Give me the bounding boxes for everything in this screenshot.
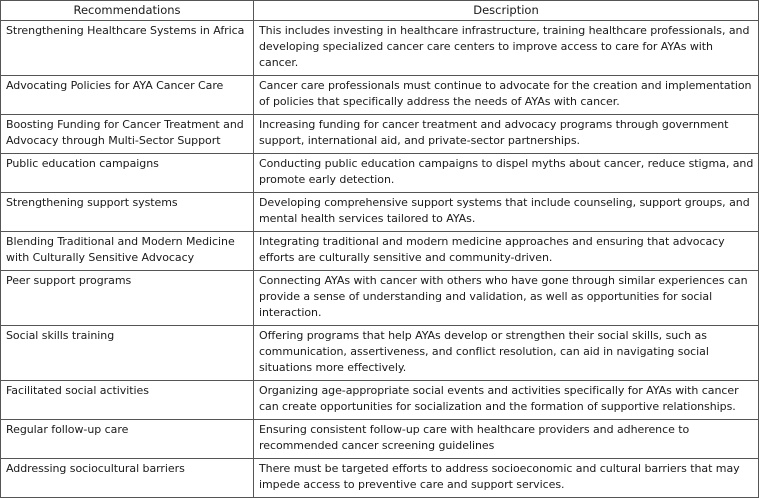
recommendation-cell: Addressing sociocultural barriers: [1, 459, 254, 498]
table-row: [1, 381, 759, 420]
recommendation-cell: Blending Traditional and Modern Medicine with Culturally Sensitive Advocacy: [1, 232, 254, 271]
table-row: [1, 232, 759, 271]
description-cell: Cancer care professionals must continue to advocate for the creation and implementation of policies that specifically address the needs of AYAs with cancer.: [254, 76, 759, 115]
recommendation-cell: Social skills training: [1, 326, 254, 381]
header-row: [1, 1, 759, 21]
table-row: [1, 21, 759, 76]
table-header: [1, 1, 759, 21]
description-cell: Conducting public education campaigns to dispel myths about cancer, reduce stigma, and promote early detection.: [254, 154, 759, 193]
description-cell: Integrating traditional and modern medicine approaches and ensuring that advocacy efforts are culturally sensitive and community-driven.: [254, 232, 759, 271]
description-cell: There must be targeted efforts to address socioeconomic and cultural barriers that may impede access to preventive care and support services.: [254, 459, 759, 498]
column-header-recommendations: Recommendations: [1, 1, 254, 21]
table-row: [1, 76, 759, 115]
column-header-description: Description: [254, 1, 759, 21]
description-cell: Organizing age-appropriate social events and activities specifically for AYAs with cancer can create opportunities for socialization and the formation of supportive relationships.: [254, 381, 759, 420]
description-cell: Developing comprehensive support systems that include counseling, support groups, and mental health services tailored to AYAs.: [254, 193, 759, 232]
recommendation-cell: Strengthening Healthcare Systems in Africa: [1, 21, 254, 76]
table-row: [1, 420, 759, 459]
table-row: [1, 459, 759, 498]
recommendation-cell: Boosting Funding for Cancer Treatment and Advocacy through Multi-Sector Support: [1, 115, 254, 154]
description-cell: Increasing funding for cancer treatment and advocacy programs through government support, international aid, and private-sector partnerships.: [254, 115, 759, 154]
recommendation-cell: Facilitated social activities: [1, 381, 254, 420]
recommendation-cell: Advocating Policies for AYA Cancer Care: [1, 76, 254, 115]
table-row: [1, 193, 759, 232]
table-row: [1, 271, 759, 326]
description-cell: Offering programs that help AYAs develop or strengthen their social skills, such as communication, assertiveness, and conflict resolution, can aid in navigating social situations more effectively.: [254, 326, 759, 381]
recommendation-cell: Strengthening support systems: [1, 193, 254, 232]
recommendation-cell: Public education campaigns: [1, 154, 254, 193]
description-cell: This includes investing in healthcare infrastructure, training healthcare professionals, and developing specialized cancer care centers to improve access to care for AYAs with cancer.: [254, 21, 759, 76]
table-row: [1, 154, 759, 193]
recommendation-cell: Peer support programs: [1, 271, 254, 326]
table-body: [1, 21, 759, 498]
description-cell: Connecting AYAs with cancer with others who have gone through similar experiences can provide a sense of understanding and validation, as well as opportunities for social interaction.: [254, 271, 759, 326]
recommendation-cell: Regular follow-up care: [1, 420, 254, 459]
table-row: [1, 326, 759, 381]
table-row: [1, 115, 759, 154]
description-cell: Ensuring consistent follow-up care with healthcare providers and adherence to recommended cancer screening guidelines: [254, 420, 759, 459]
